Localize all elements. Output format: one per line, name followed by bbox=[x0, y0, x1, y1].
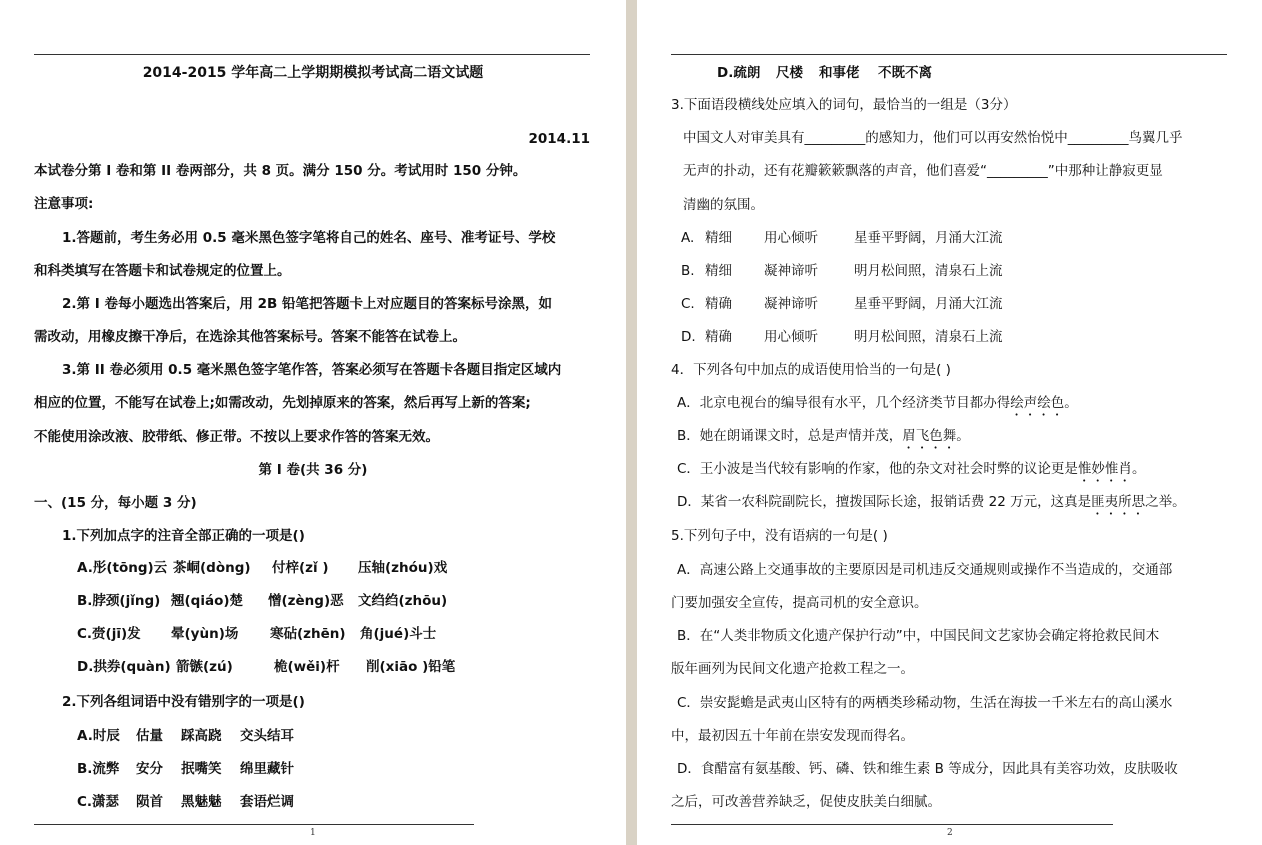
q2-a-item-3: 踩高跷 bbox=[181, 728, 222, 744]
q1-c-item-1: C.赍(jī)发 bbox=[77, 626, 141, 642]
q2-b-item-3: 抿嘴笑 bbox=[181, 761, 222, 777]
q1-c-item-3: 寒砧(zhēn) bbox=[270, 626, 346, 642]
q3-a-label: A. bbox=[681, 230, 695, 246]
q5-option-b-line-1: B．在“人类非物质文化遗产保护行动”中，中国民间文艺家协会确定将抢救民间木 bbox=[677, 628, 1160, 644]
question-1: 1.下列加点字的注音全部正确的一项是() bbox=[62, 528, 305, 544]
footer-rule bbox=[34, 824, 474, 825]
q4-option-b bbox=[677, 427, 970, 452]
q3-b-label: B. bbox=[681, 263, 695, 279]
q1-d-item-3: 桅(wěi)杆 bbox=[274, 659, 340, 675]
q1-d-item-2: 箭镞(zú) bbox=[176, 659, 233, 675]
q1-c-item-2: 晕(yùn)场 bbox=[171, 626, 239, 642]
q5-option-c-line-1: C．崇安髭蟾是武夷山区特有的两栖类珍稀动物，生活在海拔一千米左右的高山溪水 bbox=[677, 695, 1173, 711]
note-3-line-1: 3.第 II 卷必须用 0.5 毫米黑色签字笔作答，答案必须写在答题卡各题目指定区域内 bbox=[62, 362, 562, 378]
q4-b-text: B．她在朗诵课文时，总是声情并茂， bbox=[677, 428, 903, 444]
q2-c-item-4: 套语烂调 bbox=[240, 794, 294, 810]
page-number: 2 bbox=[947, 828, 953, 838]
q1-c-item-4: 角(jué)斗士 bbox=[360, 626, 437, 642]
q2-b-item-2: 安分 bbox=[136, 761, 163, 777]
q4-a-text: A．北京电视台的编导很有水平，几个经济类节目都办得 bbox=[677, 395, 1011, 411]
page-1 bbox=[0, 0, 626, 845]
header-rule bbox=[34, 54, 590, 55]
footer-rule bbox=[671, 824, 1113, 825]
q5-option-d-line-1: D．食醋富有氨基酸、钙、磷、铁和维生素 B 等成分，因此具有美容功效，皮肤吸收 bbox=[677, 761, 1178, 777]
q4-c-end: 。 bbox=[1131, 461, 1146, 477]
q2-a-item-2: 估量 bbox=[136, 728, 163, 744]
q5-option-b-line-2: 版年画列为民间文化遗产抢救工程之一。 bbox=[671, 661, 914, 677]
q3-passage-line-1: 中国文人对审美具有_________的感知力，他们可以再安然怡悦中_________鸟翼几乎 bbox=[683, 130, 1183, 146]
q4-b-idiom: 眉飞色舞 bbox=[902, 428, 957, 444]
q3-b-item-2: 凝神谛听 bbox=[764, 263, 818, 279]
q5-option-c-line-2: 中，最初因五十年前在崇安发现而得名。 bbox=[671, 728, 914, 744]
q3-d-item-3: 明月松间照，清泉石上流 bbox=[854, 329, 1003, 345]
q1-b-item-1: B.脖颈(jǐng) bbox=[77, 593, 161, 609]
note-3-line-2: 相应的位置，不能写在试卷上;如需改动，先划掉原来的答案，然后再写上新的答案; bbox=[34, 395, 531, 411]
q4-a-idiom: 绘声绘色 bbox=[1010, 395, 1065, 411]
q4-b-end: 。 bbox=[956, 428, 970, 444]
exam-title: 2014-2015 学年高二上学期期模拟考试高二语文试题 bbox=[142, 65, 484, 81]
q4-d-end: 之举。 bbox=[1145, 494, 1186, 510]
page-gutter bbox=[626, 0, 637, 845]
q4-option-d bbox=[677, 493, 1186, 518]
q1-a-item-3: 付梓(zǐ ) bbox=[272, 560, 329, 576]
q4-d-text: D．某省一农科院副院长，擅拨国际长途，报销话费 22 万元，这真是 bbox=[677, 494, 1092, 510]
section-title: 第 I 卷(共 36 分) bbox=[258, 462, 368, 478]
note-2-line-1: 2.第 I 卷每小题选出答案后，用 2B 铅笔把答题卡上对应题目的答案标号涂黑，如 bbox=[62, 296, 553, 312]
q1-a-item-4: 压轴(zhóu)戏 bbox=[358, 560, 448, 576]
notes-heading: 注意事项: bbox=[34, 196, 94, 212]
q4-c-text: C．王小波是当代较有影响的作家，他的杂文对社会时弊的议论更是 bbox=[677, 461, 1078, 477]
q2-c-item-1: C.潇瑟 bbox=[77, 794, 120, 810]
q3-a-item-3: 星垂平野阔，月涌大江流 bbox=[854, 230, 1003, 246]
q5-option-d-line-2: 之后，可改善营养缺乏，促使皮肤美白细腻。 bbox=[671, 794, 941, 810]
q2-d-item-2: 尺楼 bbox=[776, 65, 803, 81]
q3-a-item-2: 用心倾听 bbox=[764, 230, 818, 246]
note-2-line-2: 需改动，用橡皮擦干净后，在选涂其他答案标号。答案不能答在试卷上。 bbox=[34, 329, 466, 345]
question-2: 2.下列各组词语中没有错别字的一项是() bbox=[62, 694, 305, 710]
q4-d-idiom: 匪夷所思 bbox=[1091, 494, 1146, 510]
q3-c-label: C. bbox=[681, 296, 695, 312]
q1-b-item-3: 憎(zèng)恶 bbox=[268, 593, 344, 609]
q1-d-item-1: D.拱券(quàn) bbox=[77, 659, 171, 675]
question-5: 5.下列句子中，没有语病的一句是( ) bbox=[671, 528, 888, 544]
q3-passage-line-2: 无声的扑动，还有花瓣簌簌飘落的声音，他们喜爱“_________”中那种让静寂更显 bbox=[683, 163, 1163, 179]
q2-a-item-1: A.时辰 bbox=[77, 728, 120, 744]
page-number: 1 bbox=[310, 828, 316, 838]
q3-d-item-2: 用心倾听 bbox=[764, 329, 818, 345]
exam-date: 2014.11 bbox=[528, 131, 590, 147]
q3-c-item-1: 精确 bbox=[705, 296, 732, 312]
q2-d-item-1: D.疏朗 bbox=[717, 65, 761, 81]
q5-option-a-line-1: A．高速公路上交通事故的主要原因是司机违反交通规则或操作不当造成的，交通部 bbox=[677, 562, 1173, 578]
q4-option-c bbox=[677, 460, 1145, 485]
header-rule bbox=[671, 54, 1227, 55]
q1-a-item-2: 茶峒(dòng) bbox=[173, 560, 251, 576]
note-1-line-2: 和科类填写在答题卡和试卷规定的位置上。 bbox=[34, 263, 291, 279]
note-1-line-1: 1.答题前，考生务必用 0.5 毫米黑色签字笔将自己的姓名、座号、准考证号、学校 bbox=[62, 230, 556, 246]
q3-d-item-1: 精确 bbox=[705, 329, 732, 345]
q4-c-idiom: 惟妙惟肖 bbox=[1077, 461, 1132, 477]
q2-b-item-4: 绵里藏针 bbox=[240, 761, 294, 777]
q1-a-item-1: A.彤(tōng)云 bbox=[77, 560, 168, 576]
q4-a-end: 。 bbox=[1064, 395, 1078, 411]
q3-d-label: D. bbox=[681, 329, 696, 345]
q2-c-item-2: 陨首 bbox=[136, 794, 163, 810]
part-1-heading: 一、(15 分，每小题 3 分) bbox=[34, 495, 197, 511]
note-3-line-3: 不能使用涂改液、胶带纸、修正带。不按以上要求作答的答案无效。 bbox=[34, 429, 439, 445]
q2-d-item-3: 和事佬 bbox=[819, 65, 860, 81]
q5-option-a-line-2: 门要加强安全宣传，提高司机的安全意识。 bbox=[671, 595, 928, 611]
q3-a-item-1: 精细 bbox=[705, 230, 732, 246]
q1-b-item-2: 翘(qiáo)楚 bbox=[171, 593, 244, 609]
q3-b-item-1: 精细 bbox=[705, 263, 732, 279]
q4-option-a bbox=[677, 394, 1078, 419]
page-2 bbox=[637, 0, 1262, 845]
q3-c-item-3: 星垂平野阔，月涌大江流 bbox=[854, 296, 1003, 312]
question-3: 3.下面语段横线处应填入的词句，最恰当的一组是（3分） bbox=[671, 97, 1017, 113]
q3-passage-line-3: 清幽的氛围。 bbox=[683, 197, 764, 213]
q3-c-item-2: 凝神谛听 bbox=[764, 296, 818, 312]
q1-b-item-4: 文绉绉(zhōu) bbox=[358, 593, 448, 609]
question-4: 4．下列各句中加点的成语使用恰当的一句是( ) bbox=[671, 362, 951, 378]
q3-b-item-3: 明月松间照，清泉石上流 bbox=[854, 263, 1003, 279]
intro-text: 本试卷分第 I 卷和第 II 卷两部分，共 8 页。满分 150 分。考试用时 150 分钟。 bbox=[34, 163, 527, 179]
q2-b-item-1: B.流弊 bbox=[77, 761, 120, 777]
q2-a-item-4: 交头结耳 bbox=[240, 728, 294, 744]
q1-d-item-4: 削(xiāo )铅笔 bbox=[366, 659, 456, 675]
q2-c-item-3: 黑魅魅 bbox=[181, 794, 222, 810]
q2-d-item-4: 不既不离 bbox=[878, 65, 932, 81]
